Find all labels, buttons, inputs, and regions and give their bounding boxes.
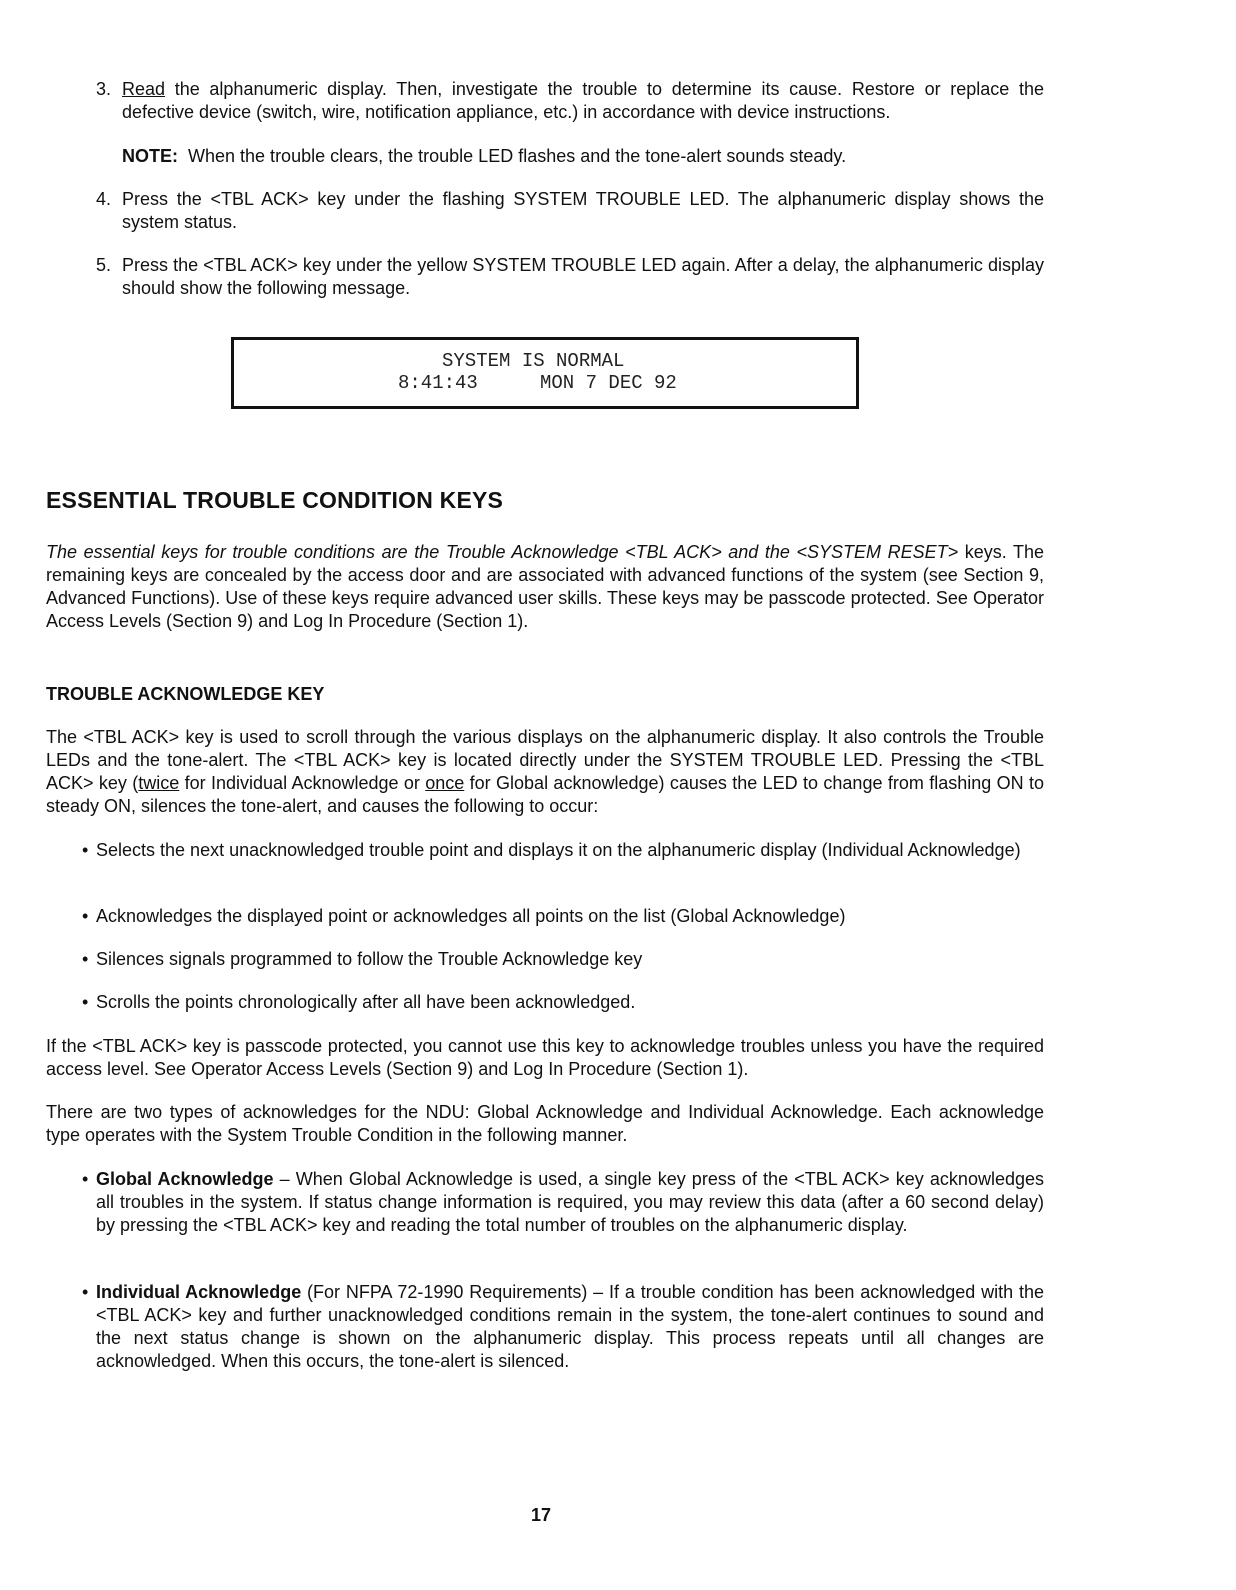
step-3-read: Read — [122, 79, 166, 99]
list-item — [82, 839, 1044, 862]
bullet-icon: • — [82, 949, 89, 969]
bullet-text: Selects the next unacknowledged trouble point and displays it on the alphanumeric display (Individual Acknowledge) — [96, 840, 1021, 860]
section-intro — [46, 541, 1044, 633]
display-line-1: SYSTEM IS NORMAL — [442, 350, 625, 372]
page-number: 17 — [531, 1505, 552, 1525]
step-number: 5. — [96, 255, 112, 275]
section-intro-rest: keys. The remaining keys are concealed by the access door and are associated with advanced functions of the system (see Section 9, Advanced Functions). Use of these keys require advanced user skills. These keys may be passcode protected. See Operator Access Levels (Section 9) and Log In Procedure (Section 1). — [46, 542, 1044, 631]
alphanumeric-display — [231, 337, 859, 409]
step-4 — [96, 188, 1044, 234]
bullet-icon: • — [82, 1282, 89, 1302]
list-item — [82, 1168, 1044, 1237]
type-label: Global Acknowledge — [96, 1169, 274, 1189]
bullet-icon: • — [82, 1169, 89, 1189]
step-5 — [96, 254, 1044, 300]
display-time: 8:41:43 — [398, 372, 478, 394]
para1-twice: twice — [138, 773, 180, 793]
bullet-text: Acknowledges the displayed point or acknowledges all points on the list (Global Acknowledge) — [96, 906, 846, 926]
step-number: 4. — [96, 189, 112, 209]
step-3-text: the alphanumeric display. Then, investigate the trouble to determine its cause. Restore or replace the defective device (switch, wire, notification appliance, etc.) in accordance with device instructions. — [122, 79, 1044, 122]
step-5-text: Press the <TBL ACK> key under the yellow SYSTEM TROUBLE LED again. After a delay, the alphanumeric display should show the following message. — [122, 255, 1044, 298]
subsection-para-1 — [46, 726, 1044, 818]
bullet-icon: • — [82, 992, 89, 1012]
note-label: NOTE: — [122, 146, 178, 166]
type-label: Individual Acknowledge — [96, 1282, 302, 1302]
display-date: MON 7 DEC 92 — [540, 372, 677, 394]
subsection-para-3: There are two types of acknowledges for the NDU: Global Acknowledge and Individual Acknowledge. Each acknowledge type operates with the System Trouble Condition in the following manner. — [46, 1102, 1044, 1145]
note-text: When the trouble clears, the trouble LED flashes and the tone-alert sounds steady. — [188, 146, 847, 166]
subsection-heading: TROUBLE ACKNOWLEDGE KEY — [46, 684, 325, 704]
list-item — [82, 905, 1044, 928]
section-intro-italic: The essential keys for trouble conditions are the Trouble Acknowledge <TBL ACK> and the <SYSTEM RESET> — [46, 542, 959, 562]
bullet-text: Scrolls the points chronologically after all have been acknowledged. — [96, 992, 636, 1012]
section-heading: ESSENTIAL TROUBLE CONDITION KEYS — [46, 487, 504, 513]
note — [122, 145, 1044, 168]
type-text: – When Global Acknowledge is used, a single key press of the <TBL ACK> key acknowledges all troubles in the system. If status change information is required, you may review this data (after a 60 second delay) by pressing the <TBL ACK> key and reading the total number of troubles on the alphanumeric display. — [96, 1169, 1044, 1235]
step-number: 3. — [96, 79, 112, 99]
para1-part-a: The <TBL ACK> key is used to scroll through the various displays on the alphanumeric display. It also controls the Trouble LEDs and the tone-alert. The <TBL ACK> key is located directly under the SYSTEM TROUBLE LED. Pressing the <TBL ACK> key ( — [46, 727, 1044, 793]
bullet-icon: • — [82, 906, 89, 926]
subsection-para-2: If the <TBL ACK> key is passcode protected, you cannot use this key to acknowledge troubles unless you have the required access level. See Operator Access Levels (Section 9) and Log In Procedure (Section 1). — [46, 1036, 1044, 1079]
step-3 — [96, 78, 1044, 124]
bullet-icon: • — [82, 840, 89, 860]
list-item — [82, 948, 1044, 971]
type-text: (For NFPA 72-1990 Requirements) – If a trouble condition has been acknowledged with the <TBL ACK> key and further unacknowledged conditions remain in the system, the tone-alert continues to sound and the next status change is shown on the alphanumeric display. This process repeats until all changes are acknowledged. When this occurs, the tone-alert is silenced. — [96, 1282, 1044, 1371]
list-item — [82, 1281, 1044, 1373]
para1-part-c: for Global acknowledge) causes the LED to change from flashing ON to steady ON, silences the tone-alert, and causes the following to occur: — [46, 773, 1044, 816]
step-4-text: Press the <TBL ACK> key under the flashing SYSTEM TROUBLE LED. The alphanumeric display shows the system status. — [122, 189, 1044, 232]
para1-part-b: for Individual Acknowledge or — [179, 773, 426, 793]
para1-once: once — [425, 773, 465, 793]
bullet-text: Silences signals programmed to follow the Trouble Acknowledge key — [96, 949, 643, 969]
list-item — [82, 991, 1044, 1014]
